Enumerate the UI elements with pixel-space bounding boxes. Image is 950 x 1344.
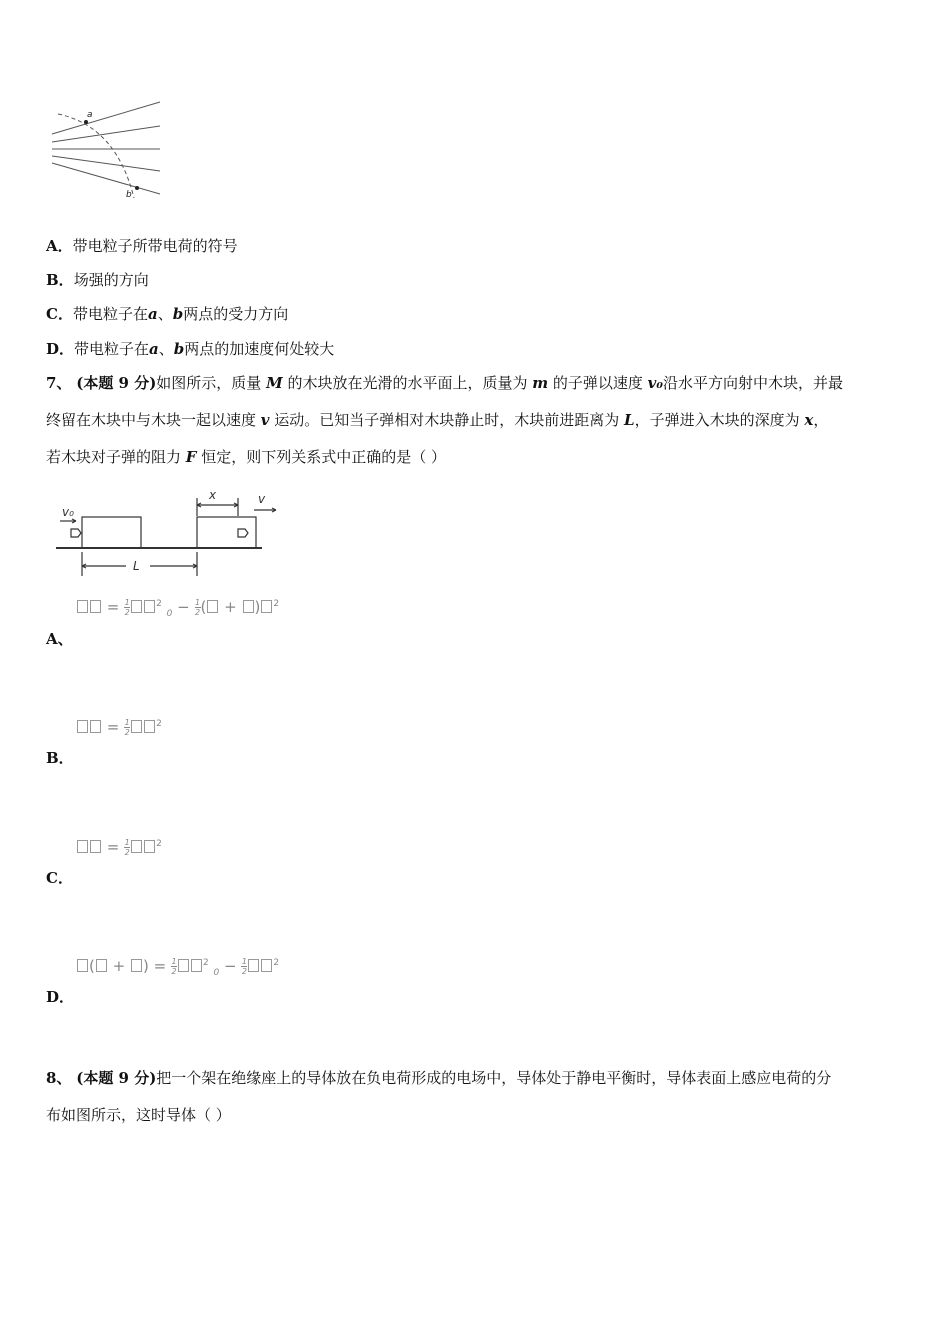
var-m: m [532, 374, 549, 392]
label-x: x [209, 488, 217, 502]
bullet-initial [71, 529, 81, 537]
q6-option-a [46, 236, 238, 256]
exponent: 2 [156, 839, 162, 849]
exponent: 2 [273, 958, 280, 968]
plus: + [112, 957, 126, 975]
placeholder-glyph [191, 959, 202, 972]
option-text-pre: 带电粒子在 [74, 340, 150, 358]
num: 1 [124, 598, 130, 607]
var-F: F [185, 448, 197, 466]
den: 2 [124, 728, 130, 737]
text: 若木块对子弹的阻力 [46, 448, 186, 466]
point-b [135, 186, 139, 190]
question-score: (本题 9 分) [76, 374, 157, 392]
field-line-5 [52, 163, 160, 194]
text: 沿水平方向射中木块，并最 [662, 374, 843, 392]
var-b: b [172, 305, 184, 323]
q8-line-2 [46, 1105, 231, 1125]
subscript: 0 [213, 968, 220, 978]
question-number: 8、 [46, 1069, 72, 1087]
var-v0: v₀ [647, 374, 663, 392]
text: 把一个架在绝缘座上的导体放在负电荷形成的电场中，导体处于静电平衡时，导体表面上感应电荷的分 [156, 1069, 832, 1087]
placeholder-glyph [77, 720, 88, 733]
plus: + [224, 598, 237, 616]
exponent: 2 [156, 599, 162, 609]
placeholder-glyph [243, 600, 254, 613]
option-text: 带电粒子所带电荷的符号 [72, 237, 238, 255]
equals: = [153, 957, 167, 975]
placeholder-glyph [77, 840, 88, 853]
var-M: M [266, 374, 283, 392]
bullet-block-figure [54, 488, 294, 578]
q7-option-b-label: B． [46, 749, 74, 767]
minus: − [177, 598, 190, 616]
paren: ( [200, 598, 207, 616]
text: 终留在木块中与木块一起以速度 [46, 411, 261, 429]
equals: = [106, 598, 120, 616]
placeholder-glyph [131, 720, 142, 733]
den: 2 [241, 967, 247, 976]
placeholder-glyph [131, 959, 142, 972]
option-text-pre: 带电粒子在 [72, 305, 148, 323]
q6-option-b [46, 270, 149, 290]
text: ，子弹进入木块的深度为 [634, 411, 805, 429]
placeholder-glyph [248, 959, 259, 972]
label-v: v [258, 492, 266, 506]
var-x: x [804, 411, 814, 429]
placeholder-glyph [261, 600, 272, 613]
exponent: 2 [273, 599, 280, 609]
text: 的子弹以速度 [548, 374, 648, 392]
placeholder-glyph [144, 720, 155, 733]
var-b: b [173, 340, 185, 358]
placeholder-glyph [77, 600, 88, 613]
placeholder-glyph [131, 600, 142, 613]
placeholder-glyph [77, 959, 88, 972]
question-score: (本题 9 分) [76, 1069, 157, 1087]
text: 运动。已知当子弹相对木块静止时，木块前进距离为 [269, 411, 625, 429]
fraction-half [171, 957, 177, 976]
option-text-post: 两点的受力方向 [183, 305, 289, 323]
point-a [84, 120, 88, 124]
text: ， [813, 411, 829, 429]
exponent: 2 [203, 958, 209, 968]
exponent: 2 [156, 719, 162, 729]
option-letter: D． [46, 340, 75, 358]
equals: = [106, 718, 120, 736]
den: 2 [124, 848, 130, 857]
num: 1 [241, 957, 247, 966]
label-v0: v₀ [62, 505, 74, 519]
option-text: 场强的方向 [73, 271, 149, 289]
formula-c [76, 838, 162, 857]
placeholder-glyph [178, 959, 189, 972]
text: 布如图所示，这时导体（ ） [46, 1106, 231, 1124]
fraction-half [124, 838, 130, 857]
q7-line-1 [46, 373, 843, 393]
formula-b [76, 718, 162, 737]
num: 1 [171, 957, 177, 966]
placeholder-glyph [144, 840, 155, 853]
formula-d [76, 957, 279, 978]
sep: 、 [158, 340, 174, 358]
q6-option-c [46, 304, 288, 324]
text: 的木块放在光滑的水平面上，质量为 [282, 374, 533, 392]
placeholder-glyph [90, 720, 101, 733]
text: 如图所示，质量 [156, 374, 267, 392]
minus: − [224, 957, 237, 975]
field-lines-figure [46, 96, 166, 206]
option-letter: C． [46, 305, 73, 323]
equals: = [106, 838, 120, 856]
trajectory-dashed [58, 114, 134, 198]
placeholder-glyph [261, 959, 272, 972]
num: 1 [124, 718, 130, 727]
label-b: b [126, 190, 132, 200]
block-initial [82, 517, 141, 548]
placeholder-glyph [96, 959, 107, 972]
paren: ) [143, 957, 149, 975]
num: 1 [194, 598, 201, 607]
den: 2 [194, 608, 201, 617]
var-v: v [260, 411, 270, 429]
option-letter: B． [46, 271, 74, 289]
den: 2 [124, 608, 130, 617]
den: 2 [171, 967, 177, 976]
bullet-final [238, 529, 248, 537]
paren: ) [254, 598, 261, 616]
placeholder-glyph [90, 840, 101, 853]
question-number: 7、 [46, 374, 72, 392]
label-a: a [87, 110, 93, 120]
placeholder-glyph [144, 600, 155, 613]
q7-option-c-label: C． [46, 869, 73, 887]
text: 恒定，则下列关系式中正确的是（ ） [196, 448, 446, 466]
fraction-half [241, 957, 247, 976]
q7-option-d-label: D． [46, 988, 75, 1006]
var-a: a [147, 305, 158, 323]
paren: ( [89, 957, 95, 975]
num: 1 [124, 838, 130, 847]
var-L: L [624, 411, 635, 429]
fraction-half [124, 598, 130, 617]
field-line-4 [52, 156, 160, 171]
field-line-2 [52, 126, 160, 142]
placeholder-glyph [207, 600, 218, 613]
option-letter: A． [46, 237, 73, 255]
var-a: a [149, 340, 159, 358]
q7-option-a-label: A、 [46, 630, 73, 648]
label-L: L [133, 559, 140, 573]
subscript: 0 [166, 609, 173, 619]
option-text-post: 两点的加速度何处较大 [184, 340, 335, 358]
placeholder-glyph [90, 600, 101, 613]
fraction-half [124, 718, 130, 737]
field-line-1 [52, 102, 160, 134]
placeholder-glyph [131, 840, 142, 853]
sep: 、 [157, 305, 173, 323]
formula-a [76, 598, 279, 619]
q6-option-d [46, 339, 334, 359]
q7-line-3 [46, 447, 446, 467]
q8-line-1 [46, 1068, 831, 1088]
q7-line-2 [46, 410, 828, 430]
